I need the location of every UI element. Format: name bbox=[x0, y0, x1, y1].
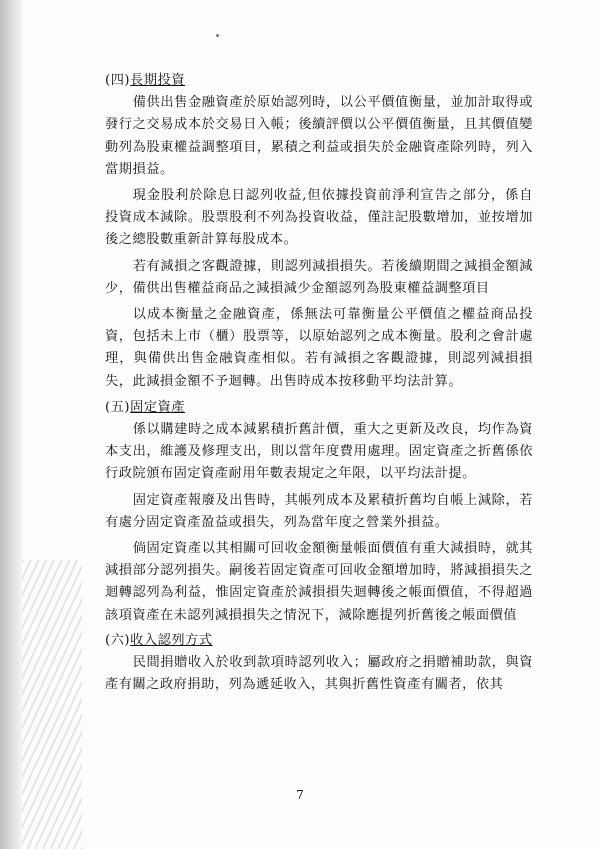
document-body bbox=[105, 70, 533, 700]
section-fixed-assets bbox=[105, 397, 533, 627]
paragraph: 固定資產報廢及出售時，其帳列成本及累積折舊均自帳上減除，若有處分固定資產盈益或損失，列為當年度之營業外損益。 bbox=[105, 492, 533, 530]
section-number: (五) bbox=[105, 399, 131, 415]
section-number: (六) bbox=[105, 632, 131, 648]
section-heading bbox=[105, 397, 533, 419]
paragraph: 現金股利於除息日認列收益,但依據投資前淨利宣告之部分，係自投資成本減除。股票股利不列為投資收益，僅註記股數增加，並按增加後之總股數重新計算每股成本。 bbox=[105, 188, 533, 248]
section-heading bbox=[105, 70, 533, 92]
paragraph: 民間捐贈收入於收到款項時認列收入；屬政府之捐贈補助款，與資產有關之政府捐助，列為遞延收入，其與折舊性資產有關者，依其 bbox=[105, 655, 533, 693]
scan-speck bbox=[216, 34, 219, 37]
paragraph: 以成本衡量之金融資產，係無法可靠衡量公平價值之權益商品投資，包括未上市（櫃）股票等，以原始認列之成本衡量。股利之會計處理，與備供出售金融資產相似。若有減損之客觀證據，則認列減損損失，此減損金額不予迴轉。出售時成本按移動平均法計算。 bbox=[105, 307, 533, 389]
scan-shadow bbox=[22, 560, 82, 849]
section-title: 收入認列方式 bbox=[130, 632, 213, 648]
paragraph: 若有減損之客觀證據，則認列減損損失。若後續期間之減損金額減少，備供出售權益商品之減損減少金額認列為股東權益調整項目 bbox=[105, 258, 533, 296]
section-title: 長期投資 bbox=[130, 73, 186, 88]
scan-binding-edge bbox=[0, 0, 22, 849]
section-heading bbox=[105, 630, 533, 652]
section-revenue-recognition bbox=[105, 630, 533, 697]
paragraph: 倘固定資產以其相關可回收金額衡量帳面價值有重大減損時，就其減損部分認列損失。嗣後若固定資產可回收金額增加時，將減損損失之迴轉認列為利益，惟固定資產於減損損失迴轉後之帳面價值，不得超過該項資產在未認列減損損失之情況下，減除應提列折舊後之帳面價值 bbox=[105, 541, 533, 623]
section-long-term-investment bbox=[105, 70, 533, 393]
section-number: (四) bbox=[105, 73, 131, 88]
paragraph: 係以購建時之成本減累積折舊計價，重大之更新及改良，均作為資本支出，維護及修理支出，則以當年度費用處理。固定資產之折舊係依行政院頒布固定資產耐用年數表規定之年限，以平均法計提。 bbox=[105, 422, 533, 482]
page-number: 7 bbox=[296, 788, 304, 802]
section-title: 固定資產 bbox=[130, 399, 186, 415]
paragraph: 備供出售金融資產於原始認列時，以公平價值衡量，並加計取得或發行之交易成本於交易日入帳；後續評價以公平價值衡量，且其價值變動列為股東權益調整項目，累積之利益或損失於金融資產除列時，列入當期損益。 bbox=[105, 95, 533, 177]
